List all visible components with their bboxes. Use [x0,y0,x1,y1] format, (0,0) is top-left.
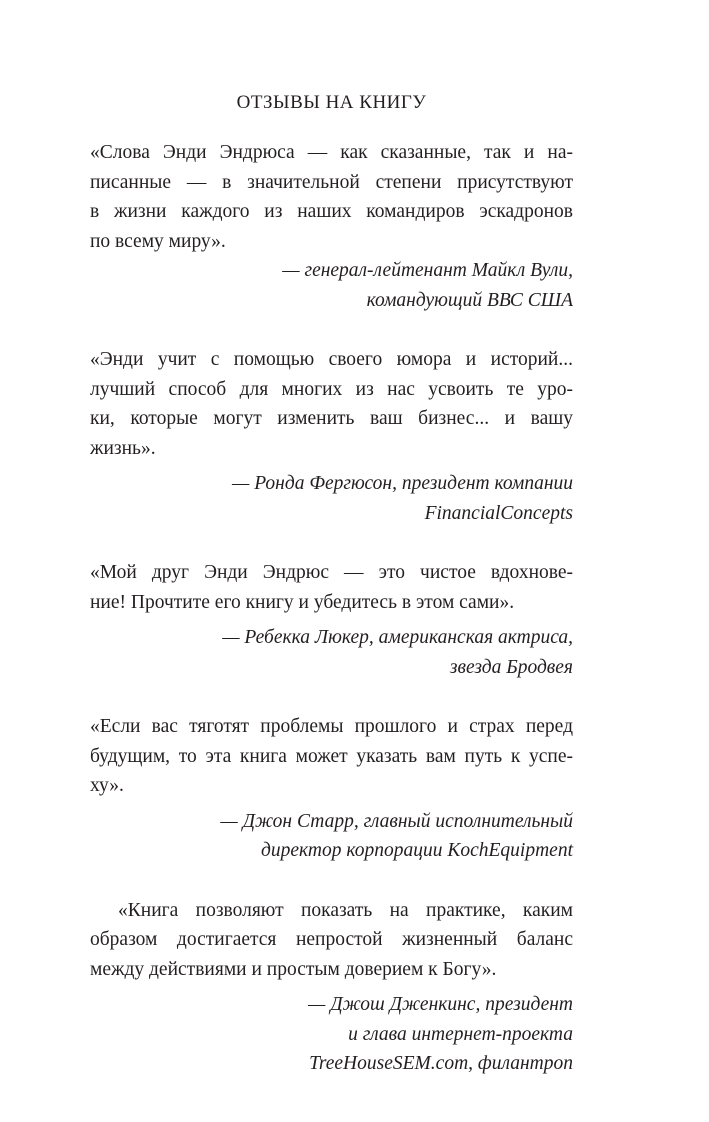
review-quote [90,345,573,463]
quote-line: жизнь». [90,437,156,459]
quote-line: по всему миру». [90,230,226,252]
attribution-line: директор корпорации KochEquipment [261,840,573,861]
review-attribution [90,256,573,315]
quote-line: между действиями и простым доверием к Богу». [90,958,497,980]
quote-line: лучший способ для многих из нас усвоить те уро- [90,378,573,400]
attribution-line: командующий ВВС США [366,289,573,311]
review-2 [90,345,573,528]
review-1 [90,138,573,315]
attribution-line: и глава интернет-проекта [348,1023,573,1045]
quote-line: ние! Прочтите его книгу и убедитесь в этом сами». [90,591,515,613]
review-3 [90,558,573,682]
attribution-line: звезда Бродвея [449,656,573,678]
attribution-line: — Ребекка Люкер, американская актриса, [222,627,573,648]
quote-line: писанные — в значительной степени присутствуют [90,171,573,193]
review-quote [90,896,573,985]
quote-line: ху». [90,775,124,796]
attribution-line: — Джош Дженкинс, президент [308,994,573,1015]
review-attribution [90,469,573,528]
page [90,92,573,1109]
quote-line: «Энди учит с помощью своего юмора и историй... [90,349,573,370]
quote-line: «Слова Энди Эндрюса — как сказанные, так и на- [90,142,573,163]
review-quote [90,138,573,256]
review-attribution [90,623,573,682]
quote-line: «Мой друг Энди Эндрюс — это чистое вдохнове- [90,562,573,583]
quote-line: «Книга позволяют показать на практике, каким [118,899,573,921]
attribution-line: — Ронда Фергюсон, президент компании [231,473,573,494]
attribution-line: — Джон Старр, главный исполнительный [220,810,573,832]
quote-line: «Если вас тяготят проблемы прошлого и страх перед [90,716,573,737]
quote-line: будущим, то эта книга может указать вам путь к успе- [90,745,573,767]
page-title: ОТЗЫВЫ НА КНИГУ [236,92,427,113]
quote-line: в жизни каждого из наших командиров эскадронов [90,201,573,222]
review-attribution [90,990,573,1079]
attribution-line: TreeHouseSEM.com, филантроп [309,1053,573,1074]
quote-line: ки, которые могут изменить ваш бизнес... и вашу [90,408,573,429]
attribution-line: FinancialConcepts [424,502,573,524]
review-quote [90,712,573,801]
review-5 [90,896,573,1079]
attribution-line: — генерал-лейтенант Майкл Вули, [282,260,573,281]
review-quote [90,558,573,617]
quote-line: образом достигается непростой жизненный баланс [90,929,573,950]
review-4 [90,712,573,866]
review-attribution [90,807,573,866]
